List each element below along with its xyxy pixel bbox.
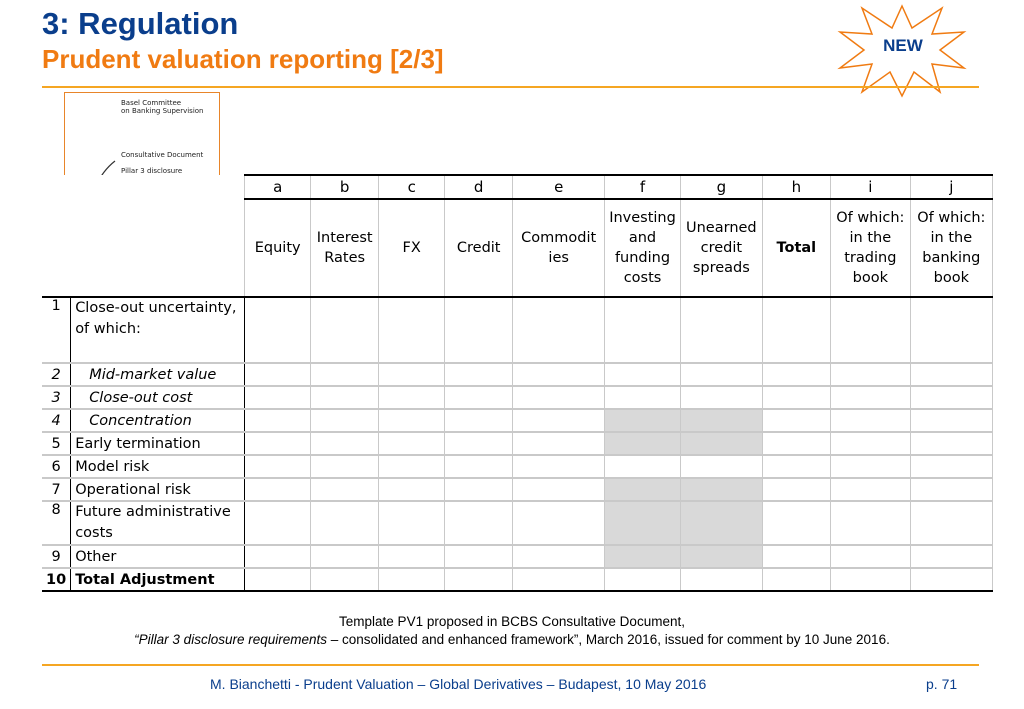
column-letter-row [42,175,992,199]
col-letter: h [762,175,830,199]
row-label: Early termination [71,432,245,455]
row-label: Close-out uncertainty, of which: [71,297,245,363]
col-letter: b [311,175,379,199]
caption-line-1: Template PV1 proposed in BCBS Consultative Document, [339,614,685,629]
table-row [42,545,992,568]
col-header-equity: Equity [245,199,311,297]
col-header-unearned-credit: Unearned credit spreads [680,199,762,297]
header-divider [42,86,979,88]
footer-divider [42,664,979,666]
row-number: 10 [42,568,71,591]
slide-title: Prudent valuation reporting [2/3] [42,44,444,74]
pv1-template-table [42,174,993,592]
col-header-trading-book: Of which: in the trading book [830,199,910,297]
col-letter: a [245,175,311,199]
col-letter: f [605,175,681,199]
table-row [42,363,992,386]
col-header-fx: FX [379,199,445,297]
col-header-total: Total [762,199,830,297]
caption-line-2 [0,632,1024,647]
row-label: Concentration [71,409,245,432]
table-row-total [42,568,992,591]
cover-doc-type: Consultative Document [121,151,204,159]
row-number: 6 [42,455,71,478]
page-number: p. 71 [926,676,958,692]
table-row [42,386,992,409]
table-row [42,297,992,363]
row-label: Close-out cost [71,386,245,409]
row-number: 3 [42,386,71,409]
col-letter: d [445,175,513,199]
cover-publisher-1: Basel Committee [121,99,182,107]
row-label: Operational risk [71,478,245,501]
section-title: 3: Regulation [42,6,239,41]
row-label: Other [71,545,245,568]
col-header-banking-book: Of which: in the banking book [910,199,992,297]
cover-title-1: Pillar 3 disclosure [121,167,183,175]
row-number: 2 [42,363,71,386]
row-label: Mid-market value [71,363,245,386]
col-letter: g [680,175,762,199]
row-label: Total Adjustment [71,568,245,591]
col-header-investing-funding: Investing and funding costs [605,199,681,297]
table-row [42,432,992,455]
table-row [42,478,992,501]
cover-publisher-2: on Banking Supervision [121,107,204,115]
row-label: Future administrative costs [71,501,245,545]
caption-details: – consolidated and enhanced framework”, March 2016, issued for comment by 10 June 2016. [327,632,890,647]
table-row [42,501,992,545]
row-number: 9 [42,545,71,568]
row-number: 5 [42,432,71,455]
new-badge: NEW [883,36,923,55]
col-letter: c [379,175,445,199]
column-header-row [42,199,992,297]
col-letter: i [830,175,910,199]
row-number: 4 [42,409,71,432]
col-letter: j [910,175,992,199]
row-number: 7 [42,478,71,501]
footer-text: M. Bianchetti - Prudent Valuation – Global Derivatives – Budapest, 10 May 2016 [210,676,707,692]
col-letter: e [513,175,605,199]
row-label: Model risk [71,455,245,478]
col-header-interest-rates: Interest Rates [311,199,379,297]
col-header-credit: Credit [445,199,513,297]
row-number: 1 [42,297,71,363]
row-number: 8 [42,501,71,545]
table-row [42,409,992,432]
table-row [42,455,992,478]
caption-doc-title: “Pillar 3 disclosure requirements [134,632,327,647]
col-header-commodities: Commodit ies [513,199,605,297]
